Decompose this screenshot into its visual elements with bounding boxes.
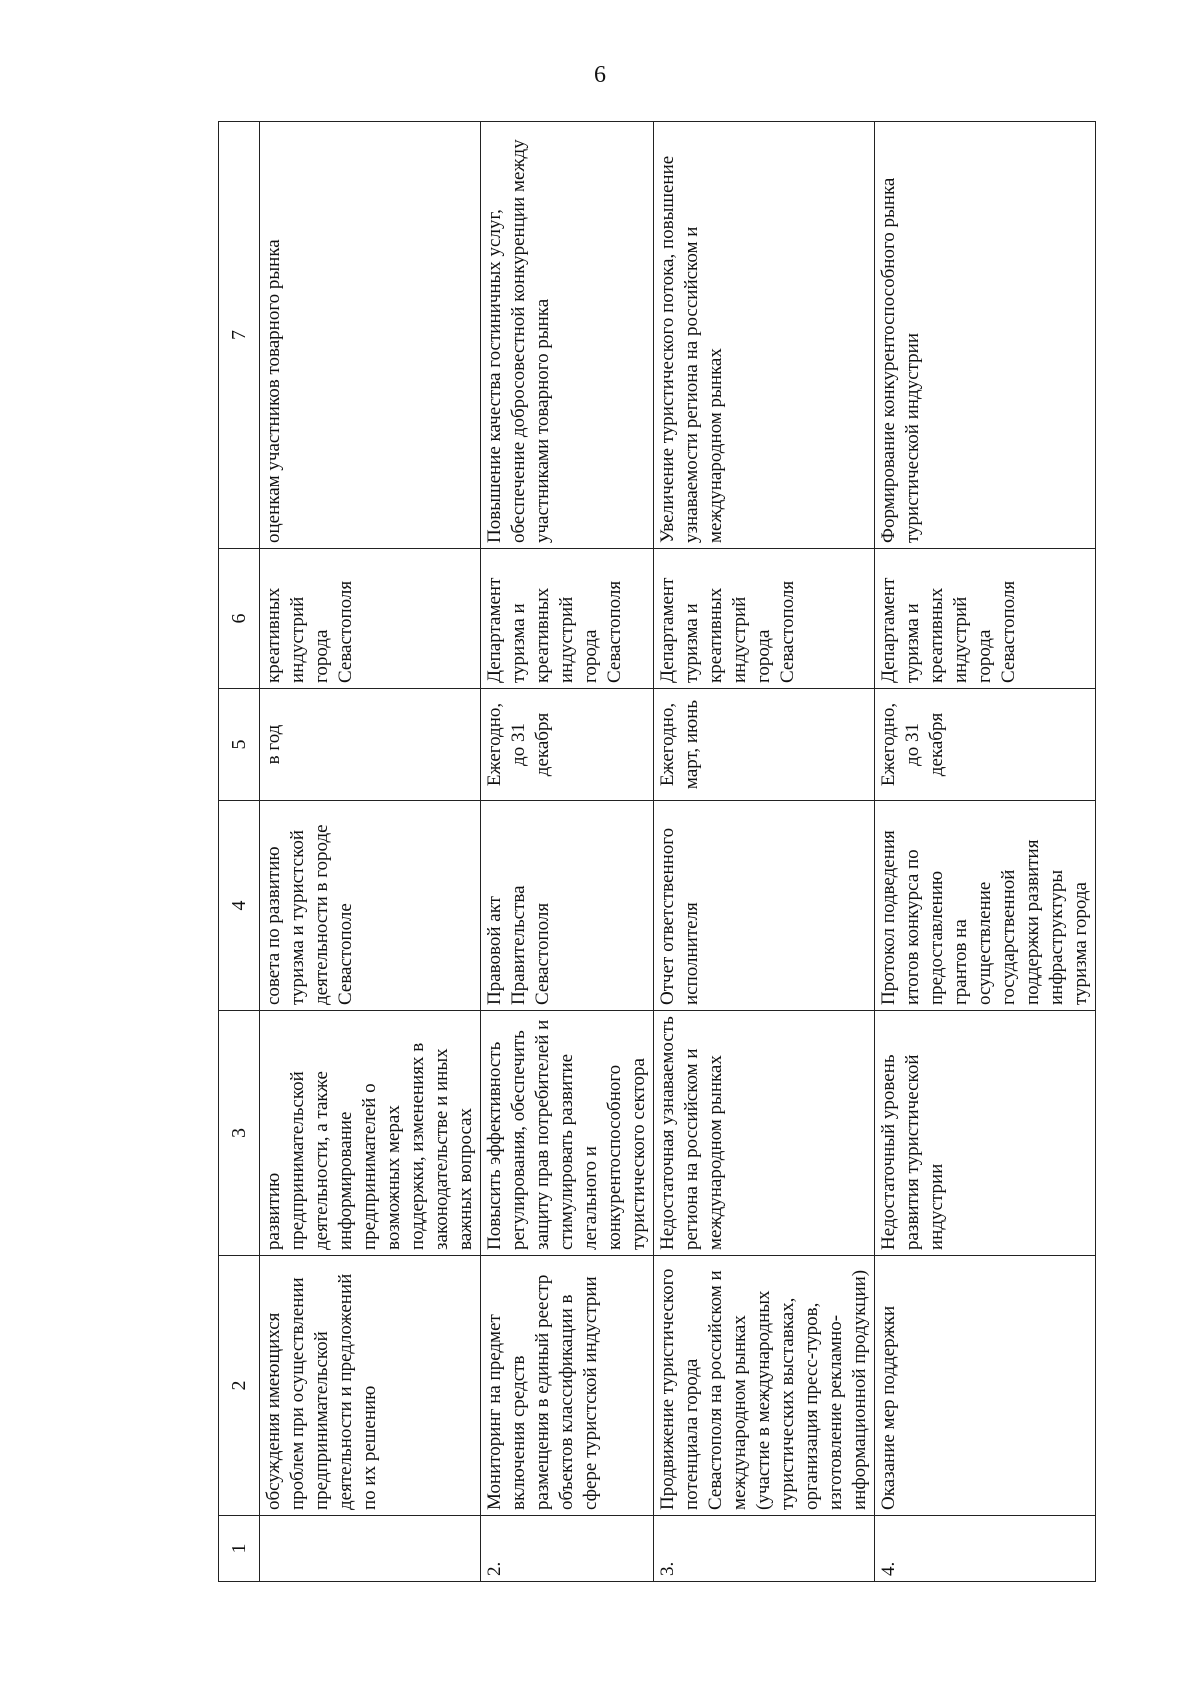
header-cell: 5 [219,689,260,801]
row-number: 3. [654,1516,875,1582]
measures-table [218,121,1096,1582]
measure-cell: Продвижение туристического потенциала города Севастополя на российском и международном рынках (участие в международных туристических выставках, организация пресс-туров, изготовление рекламно-информационной продукции) [654,1256,875,1516]
table-row [260,122,481,1582]
header-cell: 6 [219,549,260,689]
deadline-cell: Ежегодно, до 31 декабря [481,689,654,801]
table-header-row [219,122,260,1582]
row-number: 4. [875,1516,1096,1582]
document-cell: Протокол подведения итогов конкурса по предоставлению грантов на осуществление государственной поддержки развития инфраструктуры туризма города [875,801,1096,1011]
row-number [260,1516,481,1582]
executor-cell: Департамент туризма и креативных индустрий города Севастополя [481,549,654,689]
measure-cell: обсуждения имеющихся проблем при осуществлении предпринимательской деятельности и предложений по их решению [260,1256,481,1516]
problem-cell: развитию предпринимательской деятельности, а также информирование предпринимателей о возможных мерах поддержки, изменениях в законодательстве и иных важных вопросах [260,1011,481,1256]
table-row [481,122,654,1582]
executor-cell: Департамент туризма и креативных индустрий города Севастополя [654,549,875,689]
result-cell: оценкам участников товарного рынка [260,122,481,549]
measure-cell: Оказание мер поддержки [875,1256,1096,1516]
header-cell: 3 [219,1011,260,1256]
row-number: 2. [481,1516,654,1582]
problem-cell: Повысить эффективность регулирования, обеспечить защиту прав потребителей и стимулировать развитие легального и конкурентоспособного туристического сектора [481,1011,654,1256]
table-row [875,122,1096,1582]
rotated-page-area [218,122,1091,1582]
deadline-cell: в год [260,689,481,801]
document-cell: совета по развитию туризма и туристской деятельности в городе Севастополе [260,801,481,1011]
measure-cell: Мониторинг на предмет включения средств размещения в единый реестр объектов классификации в сфере туристской индустрии [481,1256,654,1516]
page-number: 6 [594,62,606,88]
result-cell: Формирование конкурентоспособного рынка туристической индустрии [875,122,1096,549]
header-cell: 1 [219,1516,260,1582]
problem-cell: Недостаточный уровень развития туристической индустрии [875,1011,1096,1256]
problem-cell: Недостаточная узнаваемость региона на российском и международном рынках [654,1011,875,1256]
document-cell: Отчет ответственного исполнителя [654,801,875,1011]
executor-cell: креативных индустрий города Севастополя [260,549,481,689]
header-cell: 2 [219,1256,260,1516]
header-cell: 7 [219,122,260,549]
header-cell: 4 [219,801,260,1011]
document-cell: Правовой акт Правительства Севастополя [481,801,654,1011]
deadline-cell: Ежегодно, март, июнь [654,689,875,801]
executor-cell: Департамент туризма и креативных индустрий города Севастополя [875,549,1096,689]
table-row [654,122,875,1582]
rotated-table-container [218,122,1091,1582]
deadline-cell: Ежегодно, до 31 декабря [875,689,1096,801]
result-cell: Повышение качества гостиничных услуг, обеспечение добросовестной конкуренции между участниками товарного рынка [481,122,654,549]
result-cell: Увеличение туристического потока, повышение узнаваемости региона на российском и международном рынках [654,122,875,549]
